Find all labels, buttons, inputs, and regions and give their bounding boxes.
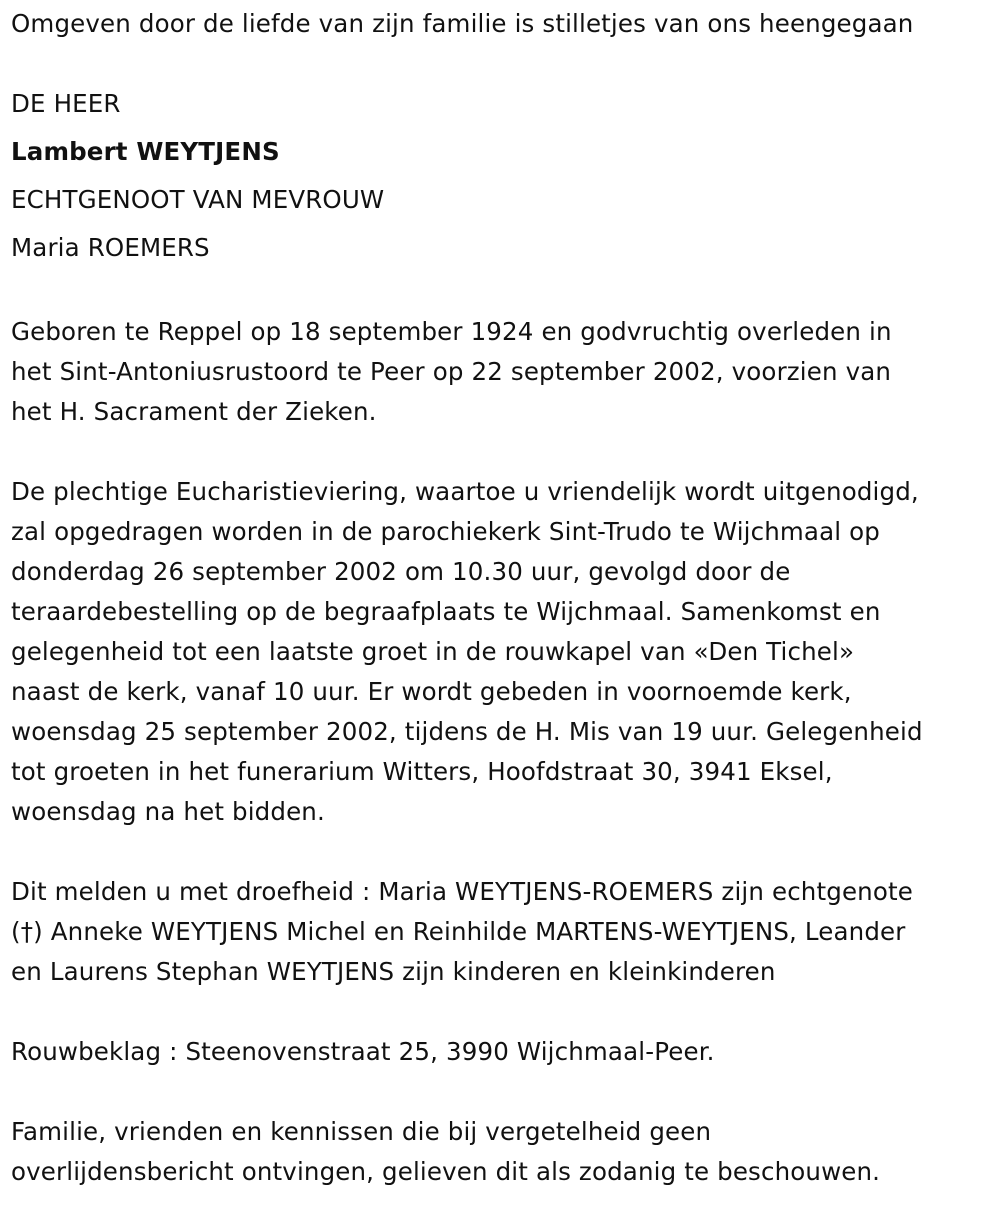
paragraph-line: Geboren te Reppel op 18 september 1924 en godvruchtig overleden in	[11, 317, 892, 346]
paragraph-line: gelegenheid tot een laatste groet in de rouwkapel van «Den Tichel»	[11, 637, 855, 666]
paragraph-line: woensdag 25 september 2002, tijdens de H. Mis van 19 uur. Gelegenheid	[11, 717, 923, 746]
paragraph-line: (†) Anneke WEYTJENS Michel en Reinhilde MARTENS-WEYTJENS, Leander	[11, 917, 906, 946]
honorific-title: DE HEER	[11, 89, 121, 118]
spouse-label: ECHTGENOOT VAN MEVROUW	[11, 185, 385, 214]
family-paragraph	[11, 872, 993, 992]
intro-text: Omgeven door de liefde van zijn familie is stilletjes van ons heengegaan	[11, 9, 914, 38]
birth-death-paragraph	[11, 312, 993, 432]
paragraph-line: donderdag 26 september 2002 om 10.30 uur, gevolgd door de	[11, 557, 791, 586]
paragraph-line: zal opgedragen worden in de parochiekerk Sint-Trudo te Wijchmaal op	[11, 517, 880, 546]
deceased-header	[11, 80, 993, 272]
paragraph-line: overlijdensbericht ontvingen, gelieven dit als zodanig te beschouwen.	[11, 1157, 881, 1186]
paragraph-line: en Laurens Stephan WEYTJENS zijn kinderen en kleinkinderen	[11, 957, 776, 986]
closing-paragraph	[11, 1112, 993, 1192]
paragraph-line: het H. Sacrament der Zieken.	[11, 397, 377, 426]
paragraph-line: Dit melden u met droefheid : Maria WEYTJENS-ROEMERS zijn echtgenote	[11, 877, 913, 906]
deceased-name: Lambert WEYTJENS	[11, 137, 280, 166]
paragraph-line: De plechtige Eucharistieviering, waartoe u vriendelijk wordt uitgenodigd,	[11, 477, 919, 506]
ceremony-paragraph	[11, 472, 993, 832]
condolences-paragraph	[11, 1032, 993, 1072]
condolences-address: Rouwbeklag : Steenovenstraat 25, 3990 Wijchmaal-Peer.	[11, 1037, 715, 1066]
paragraph-line: het Sint-Antoniusrustoord te Peer op 22 september 2002, voorzien van	[11, 357, 892, 386]
paragraph-line: teraardebestelling op de begraafplaats te Wijchmaal. Samenkomst en	[11, 597, 881, 626]
paragraph-line: woensdag na het bidden.	[11, 797, 325, 826]
spouse-name: Maria ROEMERS	[11, 233, 210, 262]
death-notice	[11, 4, 993, 1192]
paragraph-line: tot groeten in het funerarium Witters, Hoofdstraat 30, 3941 Eksel,	[11, 757, 833, 786]
intro-section	[11, 4, 993, 44]
paragraph-line: naast de kerk, vanaf 10 uur. Er wordt gebeden in voornoemde kerk,	[11, 677, 852, 706]
paragraph-line: Familie, vrienden en kennissen die bij vergetelheid geen	[11, 1117, 712, 1146]
